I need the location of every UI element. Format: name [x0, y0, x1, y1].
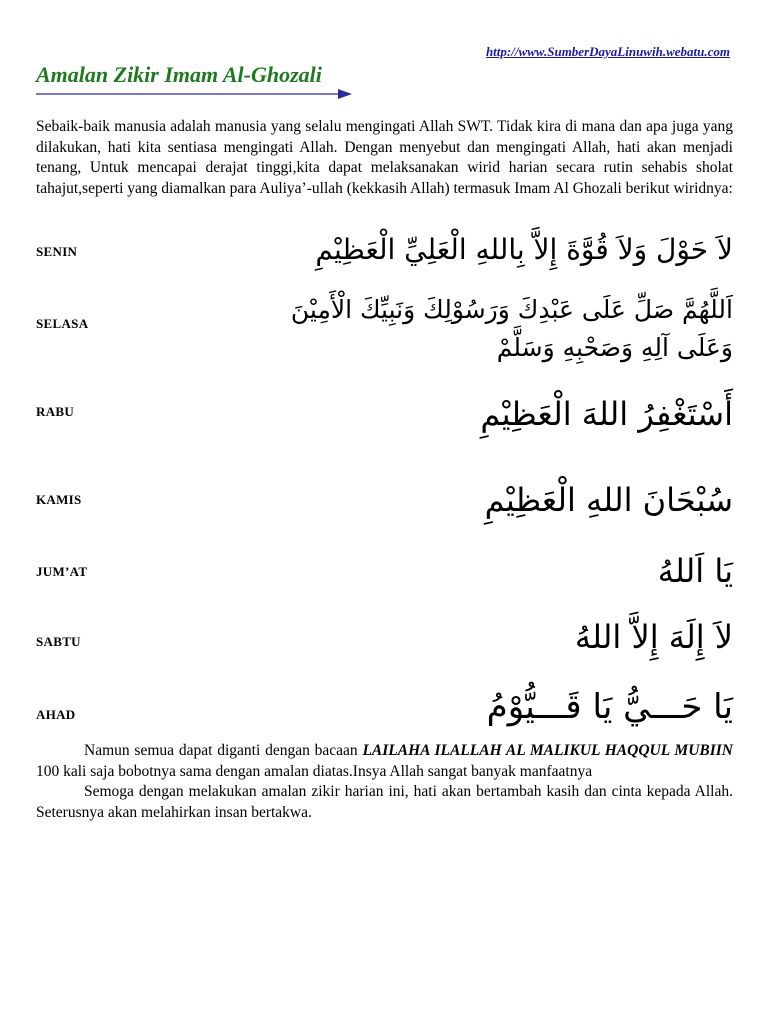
- closing-text-start: Namun semua dapat diganti dengan bacaan: [84, 742, 363, 759]
- closing-section: [36, 741, 733, 823]
- wirid-row-rabu: [36, 388, 733, 448]
- closing-emphasis: LAILAHA ILALLAH AL MALIKUL HAQQUL MUBIIN: [362, 742, 733, 759]
- day-label: RABU: [36, 404, 75, 419]
- day-label: AHAD: [36, 707, 76, 722]
- title-underline-arrow-icon: [36, 87, 352, 101]
- source-url-link[interactable]: http://www.SumberDayaLinuwih.webatu.com: [485, 44, 730, 59]
- wirid-row-sabtu: [36, 614, 733, 664]
- wirid-row-selasa: [36, 290, 733, 370]
- arabic-wirid-text: اَللَّهُمَّ صَلِّ عَلَى عَبْدِكَ وَرَسُوْلِكَ وَنَبِيِّكَ الْأَمِيْنَ: [290, 295, 733, 324]
- arabic-wirid-text: سُبْحَانَ اللهِ الْعَظِيْمِ: [484, 481, 733, 519]
- day-label: SELASA: [36, 316, 89, 331]
- closing-text-end: 100 kali saja bobotnya sama dengan amalan diatas.Insya Allah sangat banyak manfaatnya: [36, 762, 593, 780]
- day-label: SENIN: [36, 244, 78, 259]
- arabic-wirid-text: يَا اَللهُ: [657, 552, 733, 590]
- arabic-wirid-text: يَا حَـــيُّ يَا قَـــيُّوْمُ: [486, 687, 733, 727]
- arabic-wirid-text-line2: وَعَلَى آلِهِ وَصَحْبِهِ وَسَلَّمْ: [496, 333, 733, 362]
- wirid-row-jumat: [36, 548, 733, 598]
- wirid-row-ahad: [36, 680, 733, 736]
- intro-paragraph: Sebaik-baik manusia adalah manusia yang selalu mengingati Allah SWT. Tidak kira di mana dan apa juga yang dilakukan, hati kita sentiasa mengingati Allah. Dengan menyebut dan mengingati Allah, hati akan menjadi tenang, Untuk mencapai derajat tinggi,kita dapat melaksanakan wirid harian secara rutin sehabis sholat tahajut,seperti yang diamalkan para Auliya’-ullah (kekkasih Allah) termasuk Imam Al Ghozali berikut wiridnya:: [36, 118, 733, 197]
- day-label: JUM’AT: [36, 564, 88, 579]
- wirid-row-senin: [36, 228, 733, 278]
- closing-paragraph-2: Semoga dengan melakukan amalan zikir harian ini, hati akan bertambah kasih dan cinta kepada Allah. Seterusnya akan melahirkan insan bertakwa.: [36, 783, 733, 821]
- closing-paragraph-1: [36, 741, 733, 782]
- day-label: SABTU: [36, 634, 81, 649]
- arabic-wirid-text: أَسْتَغْفِرُ اللهَ الْعَظِيْمِ: [480, 395, 733, 433]
- arabic-wirid-text: لاَ إِلَهَ إِلاَّ اللهُ: [574, 618, 733, 656]
- wirid-row-kamis: [36, 474, 733, 534]
- page-title: Amalan Zikir Imam Al-Ghozali: [36, 62, 322, 87]
- arabic-wirid-text: لاَ حَوْلَ وَلاَ قُوَّةَ إِلاَّ بِاللهِ الْعَلِيِّ الْعَظِيْمِ: [315, 233, 733, 266]
- day-label: KAMIS: [36, 492, 82, 507]
